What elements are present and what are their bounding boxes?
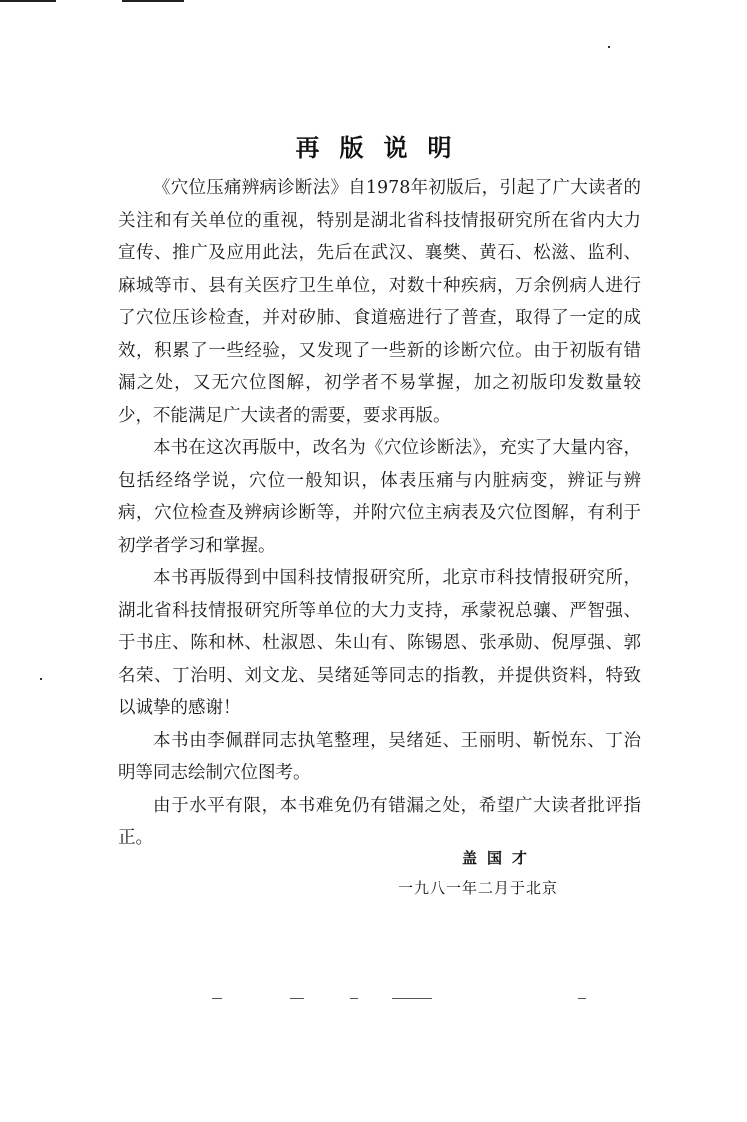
document-body <box>118 172 641 855</box>
paragraph-revision-content: 本书在这次再版中，改名为《穴位诊断法》，充实了大量内容，包括经络学说，穴位一般知识，体表压痛与内脏病变，辨证与辨病，穴位检查及辨病诊断等，并附穴位主病表及穴位图解，有利于初学者学习和掌握。 <box>118 438 641 556</box>
paragraph-acknowledgements: 本书再版得到中国科技情报研究所，北京市科技情报研究所，湖北省科技情报研究所等单位的大力支持，承蒙祝总骧、严智强、于书庄、陈和林、杜淑恩、朱山有、陈锡恩、张承勋、倪厚强、郭名荣、丁治明、刘文龙、吴绪延等同志的指教，并提供资料，特致以诚挚的感谢！ <box>118 568 641 718</box>
signature-author: 盖国才 <box>462 849 538 867</box>
scan-artifact-line <box>578 998 586 999</box>
paragraph-closing: 由于水平有限，本书难免仍有错漏之处，希望广大读者批评指正。 <box>118 795 641 848</box>
scan-artifact-line <box>290 998 304 999</box>
scan-artifact-line <box>392 998 432 999</box>
page-title: 再版说明 <box>295 134 472 163</box>
scan-speck <box>40 678 42 680</box>
paragraph-first-edition: 《穴位压痛辨病诊断法》自1978年初版后，引起了广大读者的关注和有关单位的重视，特别是湖北省科技情报研究所在省内大力宣传、推广及应用此法，先后在武汉、襄樊、黄石、松滋、监利、麻城等市、县有关医疗卫生单位，对数十种疾病，万余例病人进行了穴位压诊检查，并对矽肺、食道癌进行了普查，取得了一定的成效，积累了一些经验，又发现了一些新的诊断穴位。由于初版有错漏之处，又无穴位图解，初学者不易掌握，加之初版印发数量较少，不能满足广大读者的需要，要求再版。 <box>118 178 641 426</box>
scan-artifact-line <box>350 998 358 999</box>
scan-artifact-line <box>212 998 222 999</box>
scan-edge-mark-left <box>0 0 56 2</box>
signature-date: 一九八一年二月于北京 <box>398 879 559 897</box>
paragraph-compilation: 本书由李佩群同志执笔整理，吴绪延、王丽明、靳悦东、丁治明等同志绘制穴位图考。 <box>118 730 641 783</box>
scan-speck <box>608 46 610 48</box>
scan-edge-mark-right <box>122 0 184 2</box>
